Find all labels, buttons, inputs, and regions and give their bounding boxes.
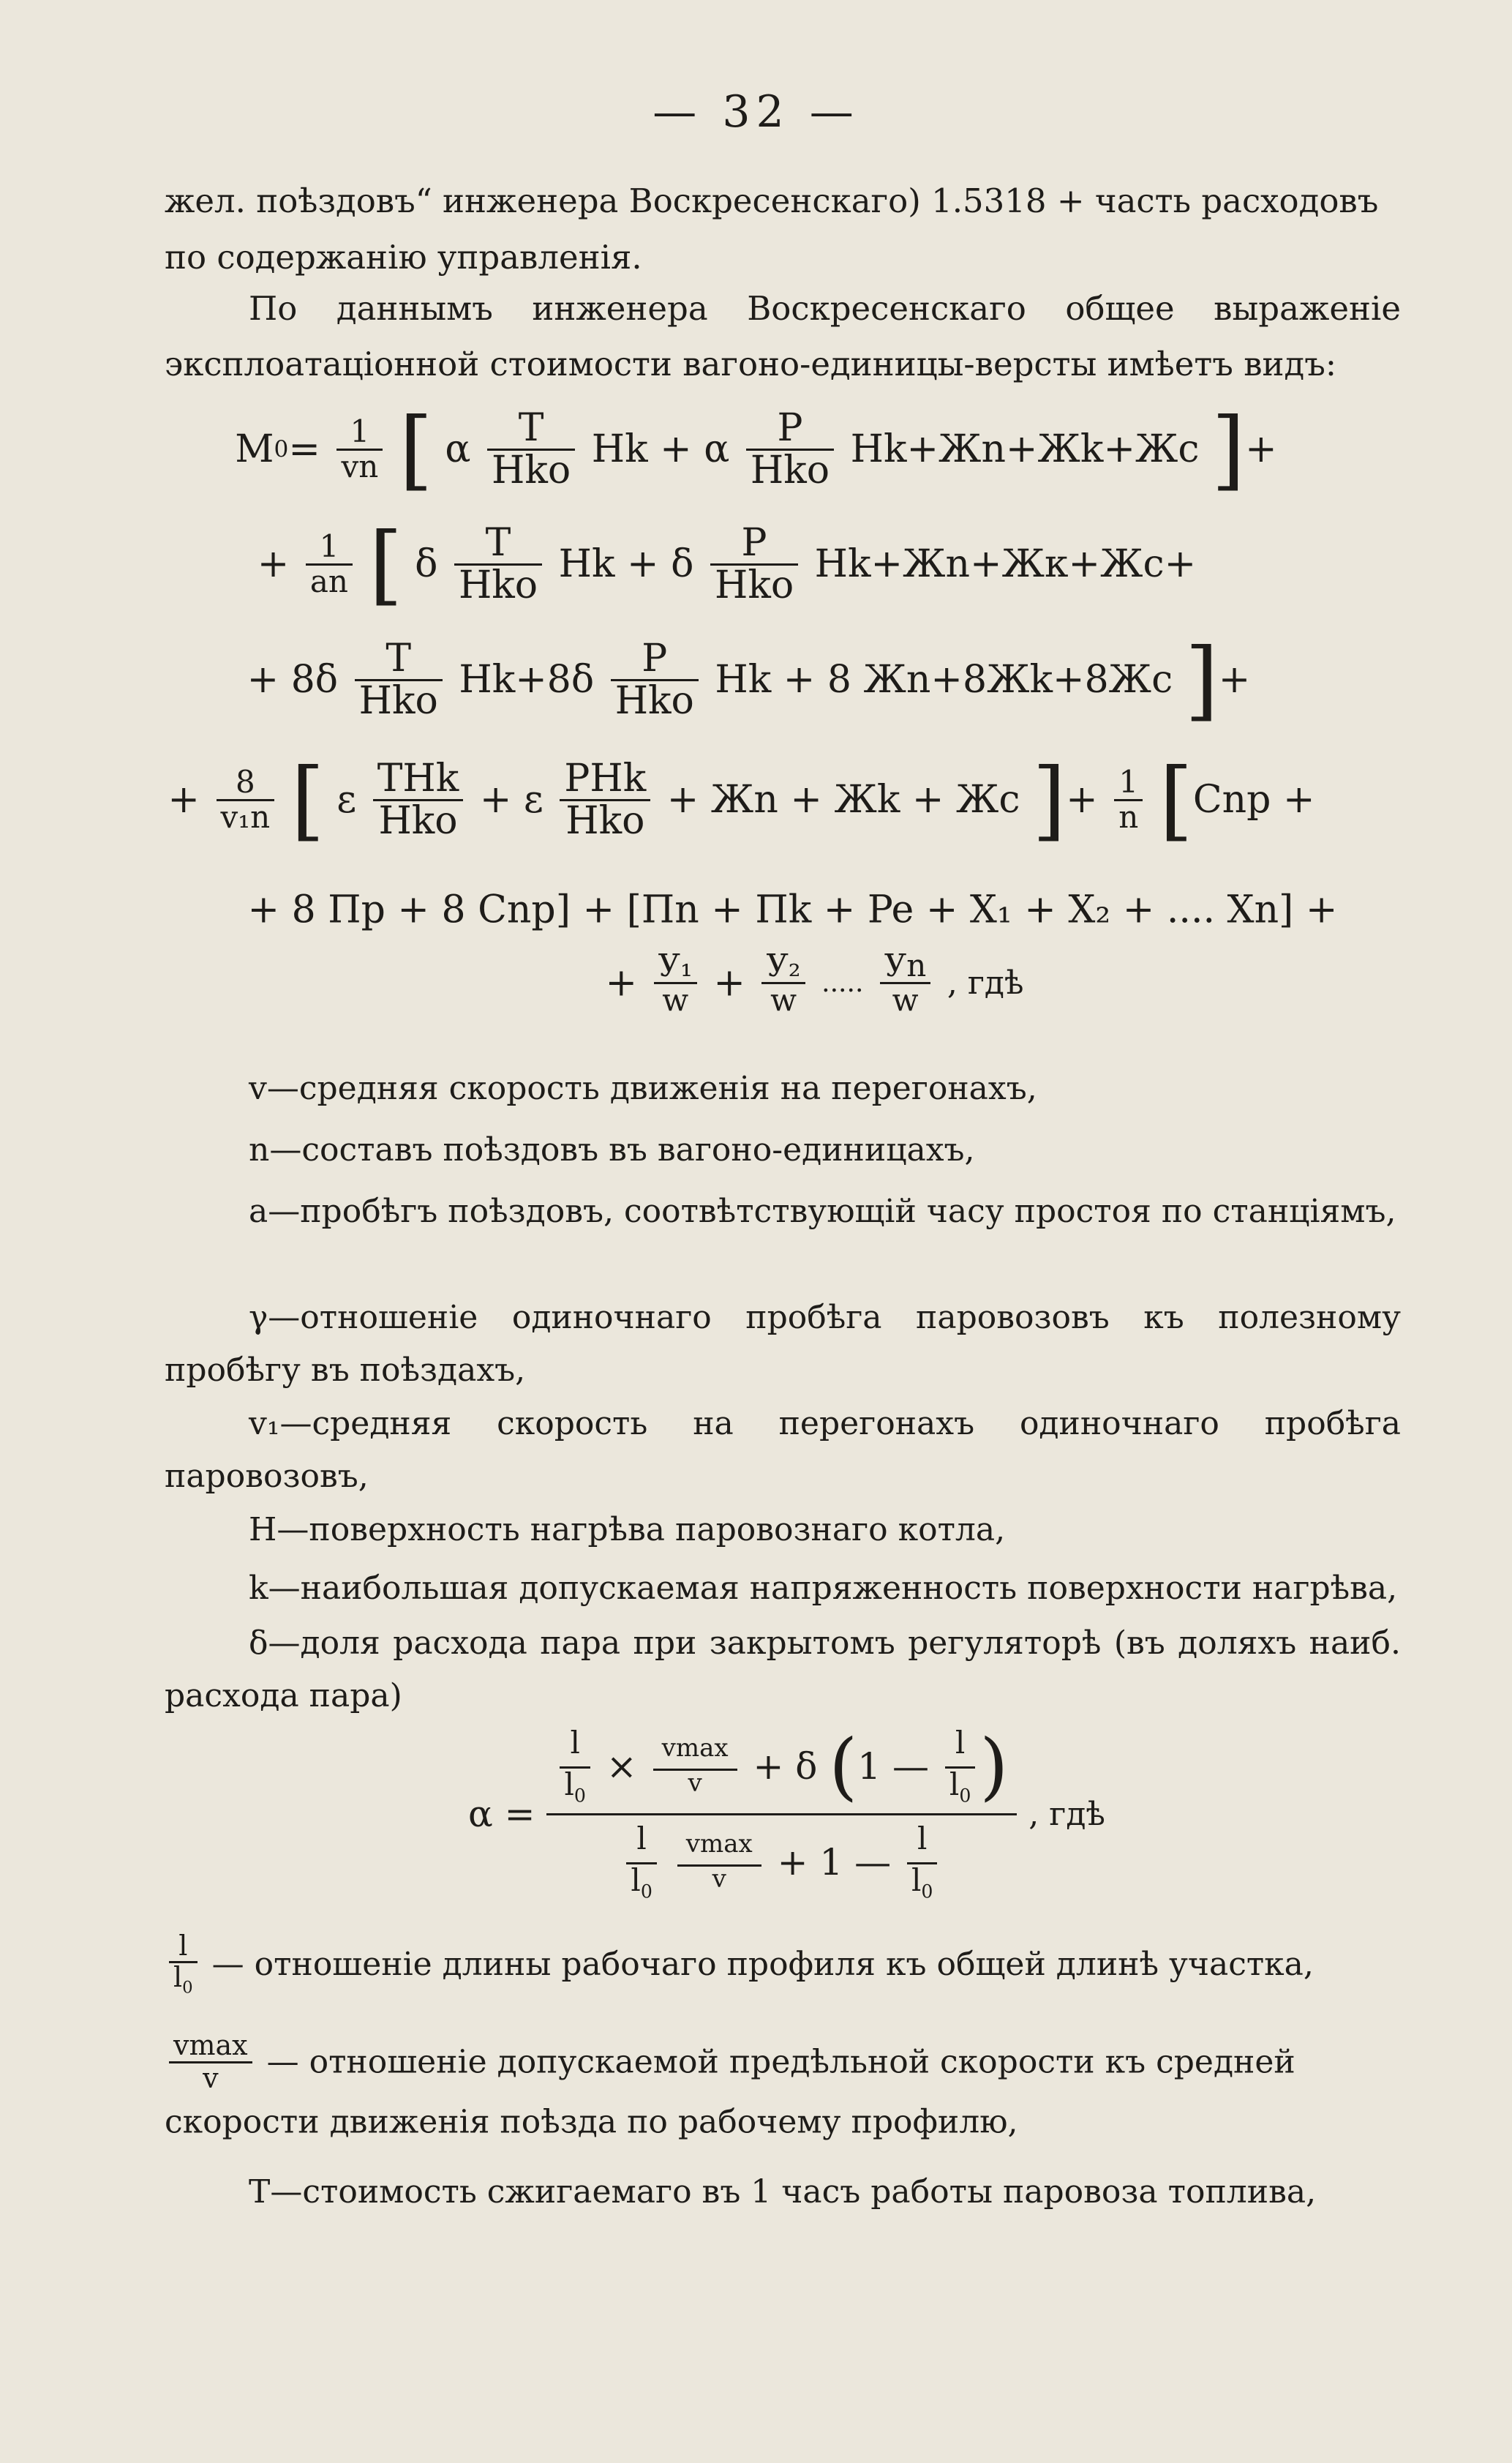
bracket: ( [829,1722,858,1809]
numerator: l [945,1727,975,1769]
fraction [454,520,542,607]
definition-item: v₁—средняя скорость на перегонахъ одиночнаго пробѣга паровозовъ, [165,1405,1401,1495]
fraction [546,1722,1017,1902]
fraction [487,405,575,492]
denominator: Hko [750,448,830,492]
denominator: Hko [614,678,694,723]
bracket: [ [399,399,433,500]
numerator: T [454,523,542,566]
denominator: $l_0$ [631,1862,652,1902]
formula-row-4 [0,749,1497,850]
formula-symbol: α = [468,1793,535,1836]
definition-item: γ—отношеніе одиночнаго пробѣга паровозовъ къ полезному пробѣгу въ поѣздахъ, [165,1299,1401,1389]
definition-l-ratio [165,1932,1314,1997]
definition-item: H—поверхность нагрѣва паровознаго котла, [249,1511,1006,1548]
formula-symbol: + [605,961,638,1005]
bracket: [ [1159,749,1193,850]
numerator: 8 [217,766,275,801]
formula-symbol: + 8δ [247,658,339,702]
numerator: 1 [336,416,383,450]
denominator: w [770,982,797,1019]
fraction [306,528,353,599]
fraction [1114,766,1143,833]
formula-row-5 [37,885,1512,932]
numerator: P [710,523,798,566]
numerator: vmax [677,1832,761,1867]
formula-symbol: Hk+Жn+Жк+Жс+ [814,542,1197,586]
formula-symbol: + [1245,427,1277,471]
formula-symbol: Hk + δ [558,542,694,586]
formula-symbol: + δ [753,1744,818,1788]
formula-symbol: + [257,542,290,586]
fraction [626,1820,656,1902]
numerator: l [169,1932,198,1963]
fraction [746,405,834,492]
formula-symbol: + 8 Пр + 8 Cnp] + [Пn + Пk + Pe + X₁ + X₂ + .... Xn] + [247,888,1338,932]
formula-symbol: M [235,427,274,471]
fraction [907,1820,937,1902]
fraction [169,1932,198,1997]
formula-symbol: δ [415,542,438,586]
fraction [336,413,383,484]
alpha-formula [468,1722,1346,1902]
denominator: w [892,982,919,1019]
denominator: Hko [458,563,538,607]
definition-item: k—наибольшая допускаемая напряженность поверхности нагрѣва, [249,1570,1398,1607]
bracket: ] [1032,749,1067,850]
numerator: У₂ [761,950,805,984]
formula-symbol: × [606,1744,637,1788]
formula-symbol: α [445,427,471,471]
numerator: l [907,1823,937,1864]
definition-item: n—составъ поѣздовъ въ вагоно-единицахъ, [249,1131,975,1169]
fraction [654,948,697,1019]
bracket: ] [1211,399,1246,500]
denominator: $l_0$ [564,1766,586,1807]
definition-text: — отношеніе длины рабочаго профиля къ общей длинѣ участка, [211,1946,1314,1984]
fraction [560,756,650,843]
denominator: Hko [358,678,438,723]
numerator: PHk [560,759,650,801]
formula-row-2 [0,514,1483,615]
formula-symbol: Hk + [591,427,692,471]
definition-item: v—средняя скорость движенія на перегонахъ, [249,1070,1037,1107]
formula-symbol: + ε [479,778,544,822]
fraction [880,948,930,1019]
formula-subscript: 0 [274,436,289,462]
numerator: 1 [306,531,353,565]
denominator: n [1118,798,1139,835]
formula-symbol: ε [336,778,357,822]
fraction [560,1727,590,1806]
definition-item: δ—доля расхода пара при закрытомъ регуляторѣ (въ доляхъ наиб. расхода пара) [165,1624,1401,1714]
fraction [373,756,464,843]
fraction [169,2031,252,2094]
fraction [710,520,798,607]
formula-symbol: Hk + 8 Жn+8Жk+8Жc [715,658,1173,702]
denominator [546,1815,1017,1902]
formula-symbol: + Жn + Жk + Жc [666,778,1020,822]
formula-row-1 [0,399,1512,500]
formula-symbol: Cnp + [1192,778,1315,822]
page-number: — 32 — [652,86,860,138]
numerator: vmax [653,1736,737,1772]
denominator: Hko [492,448,571,492]
formula-symbol: = [288,427,320,471]
formula-symbol: + [1218,658,1251,702]
formula-symbol: ..... [821,968,864,999]
formula-symbol: Hk+8δ [459,658,595,702]
definition-text: — отношеніе допускаемой предѣльной скорости къ средней скорости движенія поѣзда по рабочему профилю, [165,2043,1295,2141]
formula-symbol: , гдѣ [947,964,1024,1002]
definition-item: a—пробѣгъ поѣздовъ, соотвѣтствующій часу простоя по станціямъ, [249,1193,1396,1230]
formula-symbol: α [704,427,730,471]
denominator: an [309,563,348,599]
numerator: P [611,639,699,681]
formula-symbol: , гдѣ [1028,1795,1105,1833]
bracket: [ [369,514,403,615]
denominator: w [662,982,689,1019]
fraction [945,1727,975,1806]
denominator: $l_0$ [173,1960,193,1998]
denominator: $l_0$ [911,1862,933,1902]
formula-row-3 [0,629,1505,730]
definition-item: T—стоимость сжигаемаго въ 1 часъ работы паровоза топлива, [249,2173,1317,2211]
denominator: Hko [714,563,794,607]
denominator: $l_0$ [949,1766,971,1807]
denominator: v₁n [220,798,271,835]
text-line: по содержанію управленія. [165,238,642,277]
formula-symbol: Hk+Жn+Жk+Жc [850,427,1200,471]
fraction [653,1733,737,1799]
numerator: У₁ [654,950,697,984]
formula-symbol: + [168,778,200,822]
fraction [355,636,443,723]
fraction [217,766,275,833]
denominator: v [203,2061,219,2094]
intro-paragraph: По даннымъ инженера Воскресенскаго общее выраженіе эксплоатаціонной стоимости вагоно-единицы-версты имѣетъ видъ: [165,289,1401,383]
formula-symbol: + 1 — [777,1840,892,1883]
numerator: T [355,639,443,681]
bracket: ) [979,1722,1009,1809]
fraction [761,948,805,1019]
numerator: T [487,408,575,451]
numerator: Уn [880,950,930,984]
numerator: l [560,1727,590,1769]
numerator: 1 [1114,766,1143,801]
denominator: Hko [378,798,458,843]
numerator: THk [373,759,464,801]
denominator: vn [341,448,379,484]
text-line: жел. поѣздовъ“ инженера Воскресенскаго) 1.5318 + часть расходовъ [165,181,1379,220]
fraction [611,636,699,723]
definition-v-ratio [165,2031,1401,2148]
bracket: ] [1184,629,1219,730]
numerator: l [626,1823,656,1864]
formula-symbol: 1 — [857,1744,929,1788]
formula-symbol: + [713,961,745,1005]
formula-row-6 [59,948,1512,1019]
fraction [677,1829,761,1894]
denominator: v [712,1864,726,1894]
numerator: P [746,408,834,451]
bracket: [ [290,749,325,850]
formula-symbol: + [1066,778,1098,822]
numerator: vmax [169,2031,252,2063]
denominator: Hko [565,798,645,843]
numerator [546,1722,1017,1815]
denominator: v [688,1769,702,1799]
